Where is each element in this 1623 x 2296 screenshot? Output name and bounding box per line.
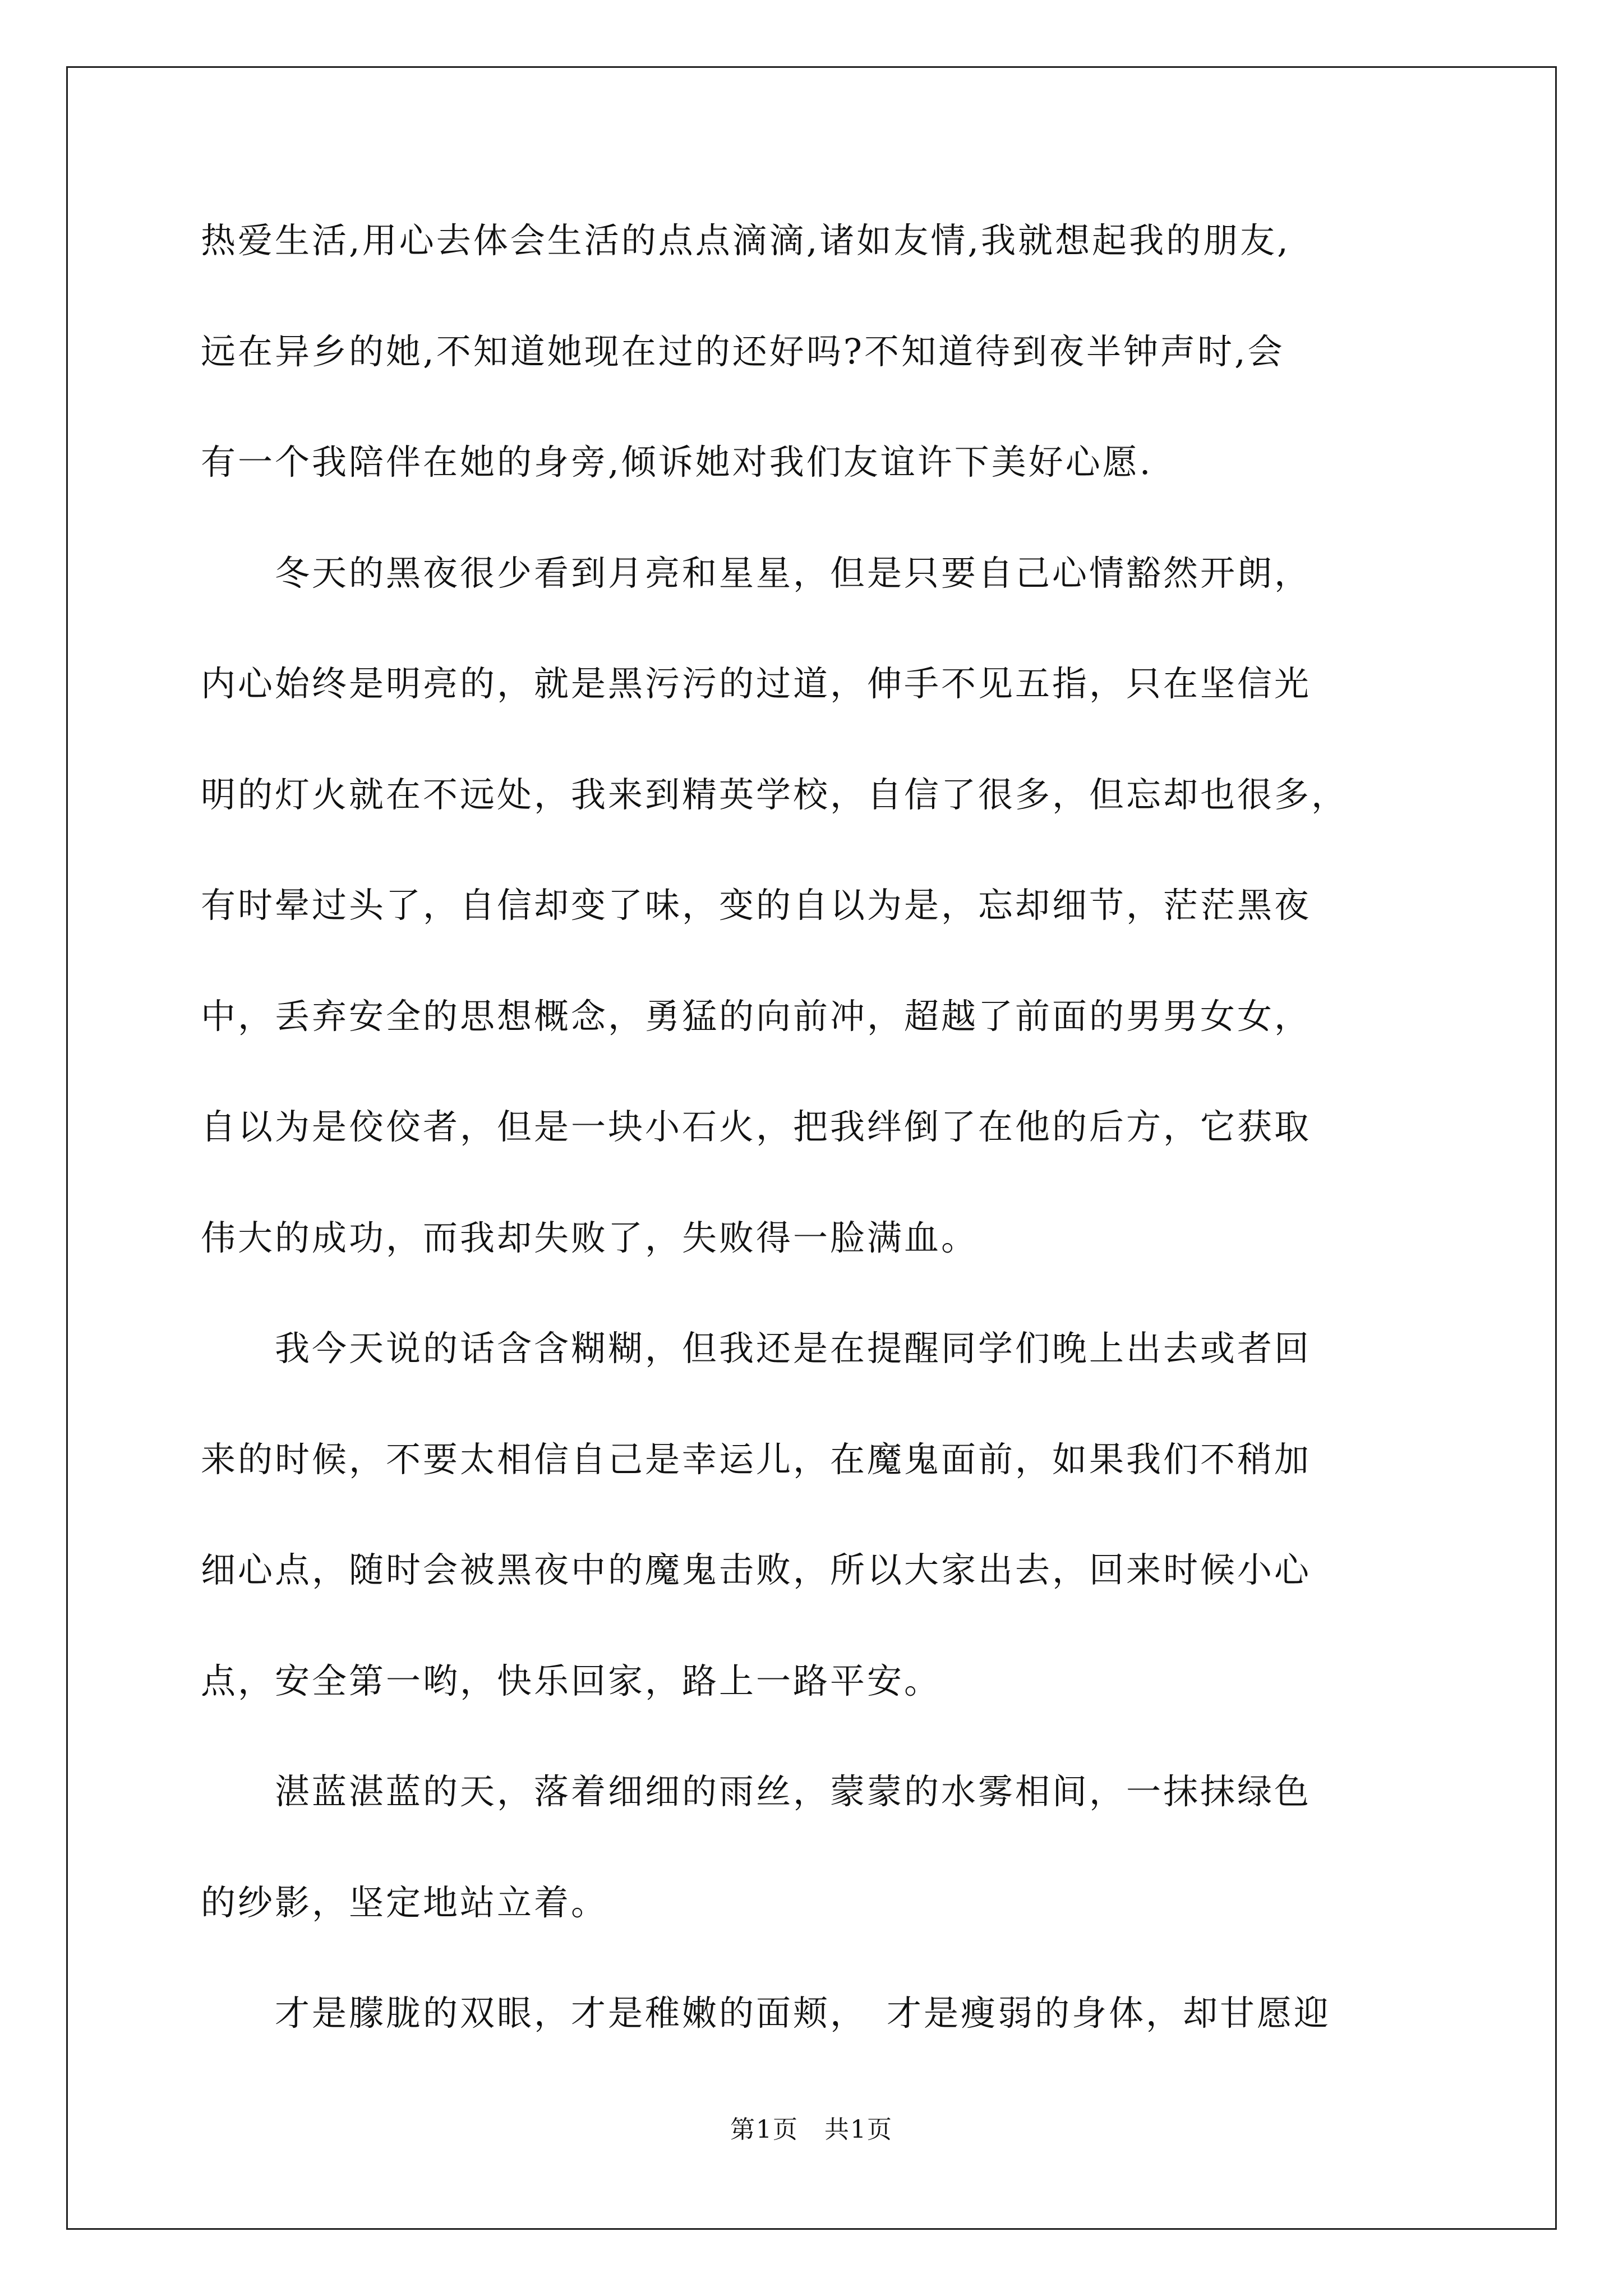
text-line: 伟大的成功，而我却失败了，失败得一脸满血。 <box>201 1217 979 1258</box>
text-line: 远在异乡的她,不知道她现在过的还好吗?不知道待到夜半钟声时,会 <box>201 331 1285 372</box>
text-line: 有时晕过头了，自信却变了味，变的自以为是，忘却细节，茫茫黑夜 <box>201 885 1312 926</box>
page-number-footer: 第1页 共1页 <box>730 2115 893 2144</box>
text-line: 细心点，随时会被黑夜中的魔鬼击败，所以大家出去，回来时候小心 <box>201 1549 1312 1590</box>
text-line: 有一个我陪伴在她的身旁,倾诉她对我们友谊许下美好心愿. <box>201 441 1153 482</box>
text-line: 内心始终是明亮的，就是黑污污的过道，伸手不见五指，只在坚信光 <box>201 663 1312 704</box>
text-line: 热爱生活,用心去体会生活的点点滴滴,诸如友情,我就想起我的朋友, <box>201 220 1290 261</box>
text-line: 点，安全第一哟，快乐回家，路上一路平安。 <box>201 1660 942 1701</box>
text-line: 的纱影，坚定地站立着。 <box>201 1882 608 1923</box>
text-line: 我今天说的话含含糊糊，但我还是在提醒同学们晚上出去或者回 <box>201 1328 1312 1369</box>
text-line: 湛蓝湛蓝的天，落着细细的雨丝，蒙蒙的水雾相间，一抹抹绿色 <box>201 1771 1312 1812</box>
text-line: 明的灯火就在不远处，我来到精英学校，自信了很多，但忘却也很多， <box>201 774 1349 815</box>
text-line: 中，丢弃安全的思想概念，勇猛的向前冲，超越了前面的男男女女， <box>201 996 1312 1037</box>
text-line: 才是朦胧的双眼，才是稚嫩的面颊， 才是瘦弱的身体，却甘愿迎 <box>201 1993 1331 2033</box>
text-line: 自以为是佼佼者，但是一块小石火，把我绊倒了在他的后方，它获取 <box>201 1106 1312 1147</box>
text-line: 冬天的黑夜很少看到月亮和星星，但是只要自己心情豁然开朗， <box>201 553 1312 593</box>
text-line: 来的时候，不要太相信自己是幸运儿，在魔鬼面前，如果我们不稍加 <box>201 1439 1312 1480</box>
